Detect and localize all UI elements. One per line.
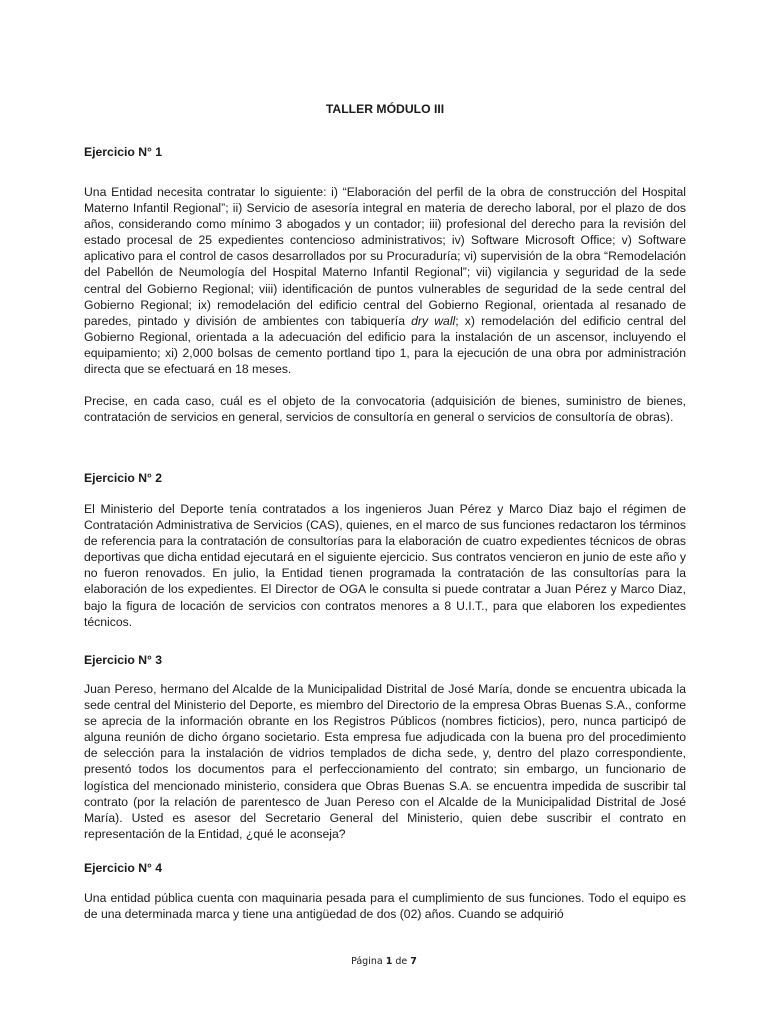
exercise-1-paragraph-1-text: Una Entidad necesita contratar lo siguiente: i) “Elaboración del perfil de la obra de construcción del Hospital Materno Infantil Regional”; ii) Servicio de asesoría integral en materia de derecho laboral, por el plazo de dos años, considerando como mínimo 3 abogados y un contador; iii) profesional del derecho para la revisión del estado procesal de 25 expedientes contencioso administrativos; iv) Software Microsoft Office; v) Software aplicativo para el control de casos desarrollados por su Procuraduría; vi) supervisión de la obra “Remodelación del Pabellón de Neumología del Hospital Materno Infantil Regional”; vii) vigilancia y seguridad de la sede central del Gobierno Regional; viii) identificación de puntos vulnerables de seguridad de la sede central del Gobierno Regional; ix) remodelación del edificio central del Gobierno Regional, orientada al resanado de paredes, pintado y división de ambientes con tabiquería bbox=[84, 185, 686, 328]
page-footer bbox=[0, 955, 768, 969]
exercise-4-paragraph-1: Una entidad pública cuenta con maquinaria pesada para el cumplimiento de sus funciones. Todo el equipo es de una determinada marca y tiene una antigüedad de dos (02) años. Cuando se adquirió bbox=[84, 891, 686, 922]
footer-current-page: 1 bbox=[385, 956, 393, 967]
exercise-3-heading: Ejercicio N° 3 bbox=[84, 653, 163, 667]
exercise-1-paragraph-2: Precise, en cada caso, cuál es el objeto de la convocatoria (adquisición de bienes, suministro de bienes, contratación de servicios en general, servicios de consultoría en general o servicios de consultoría de obras). bbox=[84, 394, 686, 425]
exercise-1-paragraph-1 bbox=[84, 184, 686, 377]
exercise-4-heading: Ejercicio N° 4 bbox=[84, 861, 163, 875]
exercise-3-paragraph-1: Juan Pereso, hermano del Alcalde de la Municipalidad Distrital de José María, donde se encuentra ubicada la sede central del Ministerio del Deporte, es miembro del Directorio de la empresa Obras Buenas S.A., conforme se aprecia de la información obrante en los Registros Públicos (nombres ficticios), pero, nunca participó de alguna reunión de dicho órgano societario. Esta empresa fue adjudicada con la buena pro del procedimiento de selección para la instalación de vidrios templados de dicha sede, y, dentro del plazo correspondiente, presentó todos los documentos para el perfeccionamiento del contrato; sin embargo, un funcionario de logística del mencionado ministerio, considera que Obras Buenas S.A. se encuentra impedida de suscribir tal contrato (por la relación de parentesco de Juan Pereso con el Alcalde de la Municipalidad Distrital de José María). Usted es asesor del Secretario General del Ministerio, quien debe suscribir el contrato en representación de la Entidad, ¿qué le aconseja? bbox=[84, 682, 686, 841]
exercise-2-paragraph-1: El Ministerio del Deporte tenía contratados a los ingenieros Juan Pérez y Marco Diaz bajo el régimen de Contratación Administrativa de Servicios (CAS), quienes, en el marco de sus funciones redactaron los términos de referencia para la contratación de consultorías para la elaboración de cuatro expedientes técnicos de obras deportivas que dicha entidad ejecutará en el siguiente ejercicio. Sus contratos vencieron en junio de este año y no fueron renovados. En julio, la Entidad tienen programada la contratación de las consultorías para la elaboración de los expedientes. El Director de OGA le consulta si puede contratar a Juan Pérez y Marco Diaz, bajo la figura de locación de servicios con contratos menores a 8 U.I.T., para que elaboren los expedientes técnicos. bbox=[84, 502, 686, 629]
document-title: TALLER MÓDULO III bbox=[325, 102, 445, 116]
footer-total-pages: 7 bbox=[410, 956, 417, 967]
exercise-1-paragraph-1-tail: ; x) remodelación del edificio central del Gobierno Regional, orientada a la adecuación del edificio para la instalación de un ascensor, incluyendo el equipamiento; xi) 2,000 bolsas de cemento portland tipo 1, para la ejecución de una obra por administración directa que se efectuará en 18 meses. bbox=[84, 313, 686, 377]
footer-of-word: de bbox=[395, 956, 408, 967]
exercise-2-heading: Ejercicio N° 2 bbox=[84, 471, 163, 485]
exercise-1-italic-term: dry wall bbox=[411, 313, 456, 328]
exercise-1-heading: Ejercicio N° 1 bbox=[84, 145, 163, 159]
document-page bbox=[84, 0, 686, 1024]
footer-page-word: Página bbox=[351, 956, 383, 967]
